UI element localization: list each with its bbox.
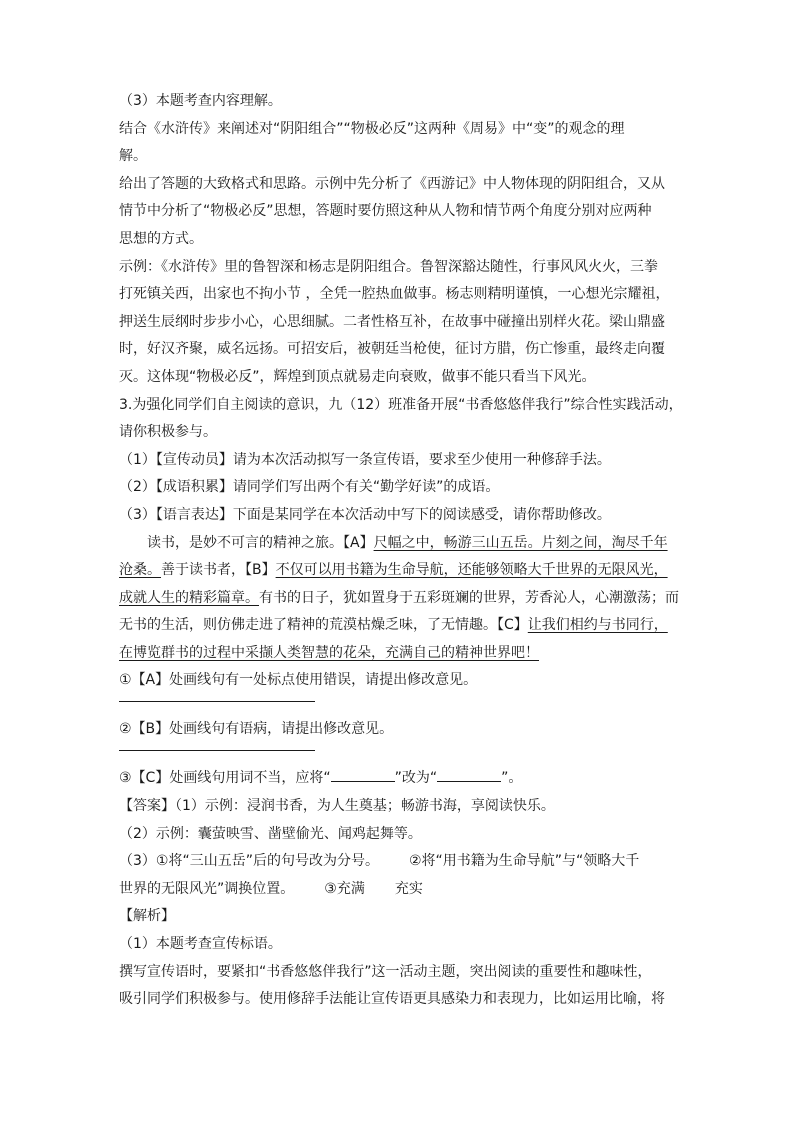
- fill-blank: [437, 769, 501, 782]
- text-line: 给出了答题的大致格式和思路。示例中先分析了《西游记》中人物体现的阴阳组合，又从: [119, 175, 665, 192]
- analysis-line: 撰写宣传语时，要紧扣“书香悠悠伴我行”这一活动主题，突出阅读的重要性和趣味性，: [119, 963, 652, 980]
- underlined-sentence-c: 在博览群书的过程中采撷人类智慧的花朵，充满自己的精神世界吧！: [119, 644, 539, 661]
- text-line: 请你积极参与。: [119, 424, 217, 441]
- fill-blank: [331, 769, 395, 782]
- text-line: 思想的方式。: [119, 230, 203, 247]
- passage-line: [119, 561, 679, 580]
- underlined-sentence-b: 不仅可以用书籍为生命导航，还能够领略大千世界的无限风光，: [275, 562, 668, 579]
- sub-question-3: （3）【语言表达】下面是某同学在本次活动中写下的阅读感受，请你帮助修改。: [119, 506, 611, 523]
- question-3-heading: 3.为强化同学们自主阅读的意识，九（12）班准备开展“书香悠悠伴我行”综合性实践活动，: [119, 396, 683, 413]
- sub-question-1: （1）【宣传动员】请为本次活动拟写一条宣传语，要求至少使用一种修辞手法。: [119, 451, 611, 468]
- underlined-sentence-a: 尺幅之中，畅游三山五岳。片刻之间，淘尽千年: [373, 534, 668, 551]
- answer-line: （2）示例：囊萤映雪、凿壁偷光、闻鸡起舞等。: [119, 825, 422, 842]
- answer-blank-a: [119, 700, 315, 702]
- passage-text: 有书的日子，犹如置身于五彩斑斓的世界，芳香沁人，心潮激荡；而: [259, 589, 679, 606]
- underlined-sentence-c: 让我们相约与书同行，: [527, 617, 668, 634]
- underlined-sentence-b: 成就人生的精彩篇章。: [119, 589, 259, 606]
- text-line: 押送生辰纲时步步小心，心思细腻。二者性格互补，在故事中碰撞出别样火花。梁山鼎盛: [119, 313, 665, 330]
- underlined-sentence-a: 沧桑。: [119, 562, 161, 579]
- passage-text: 读书，是妙不可言的精神之旅。【A】: [147, 534, 374, 551]
- text-line: 灭。这体现“物极必反”，辉煌到顶点就易走向衰败，做事不能只看当下风光。: [119, 368, 596, 385]
- answer-blank-b: [119, 749, 315, 751]
- document-page: [119, 92, 683, 1018]
- analysis-heading: 【解析】: [119, 908, 175, 925]
- text-line: 情节中分析了“物极必反”思想，答题时要仿照这种从人物和情节两个角度分别对应两种: [119, 203, 652, 220]
- question-a: ①【A】处画线句有一处标点使用错误，请提出修改意见。: [119, 672, 478, 689]
- answer-heading: 【答案】（1）示例：浸润书香，为人生奠基；畅游书海，享阅读快乐。: [119, 798, 555, 815]
- passage-line: [119, 589, 679, 608]
- analysis-line: 吸引同学们积极参与。使用修辞手法能让宣传语更具感染力和表现力，比如运用比喻，将: [119, 991, 665, 1008]
- sub-question-2: （2）【成语积累】请同学们写出两个有关“勤学好读”的成语。: [119, 479, 500, 496]
- text-line: （3）本题考查内容理解。: [119, 93, 282, 109]
- question-b: ②【B】处画线句有语病，请提出修改意见。: [119, 721, 394, 738]
- text-line: 结合《水浒传》来阐述对“阴阳组合”“物极必反”这两种《周易》中“变”的观念的理: [119, 120, 625, 137]
- passage-text: 无书的生活，则仿佛走进了精神的荒漠枯燥乏味，了无情趣。【C】: [119, 617, 528, 634]
- answer-line: 世界的无限风光”调换位置。 ③充满 充实: [119, 880, 423, 897]
- text-line: 示例：《水浒传》里的鲁智深和杨志是阴阳组合。鲁智深豁达随性，行事风风火火，三拳: [119, 258, 658, 275]
- passage-line: [119, 644, 679, 663]
- passage-line: [119, 616, 679, 635]
- analysis-line: （1）本题考查宣传标语。: [119, 936, 282, 953]
- text-line: 时，好汉齐聚，威名远扬。可招安后，被朝廷当枪使，征讨方腊，伤亡惨重，最终走向覆: [119, 341, 665, 358]
- question-c: ③【C】处画线句用词不当，应将“ ”改为“ ”。: [119, 770, 523, 787]
- passage-text: 善于读书者，【B】: [161, 562, 276, 579]
- text-line: 打死镇关西，出家也不拘小节 ，全凭一腔热血做事。杨志则精明谨慎，一心想光宗耀祖，: [119, 286, 670, 303]
- passage-line: [119, 534, 679, 553]
- text-line: 解。: [119, 148, 147, 165]
- answer-line: （3）①将“三山五岳”后的句号改为分号。 ②将“用书籍为生命导航”与“领略大千: [119, 853, 640, 870]
